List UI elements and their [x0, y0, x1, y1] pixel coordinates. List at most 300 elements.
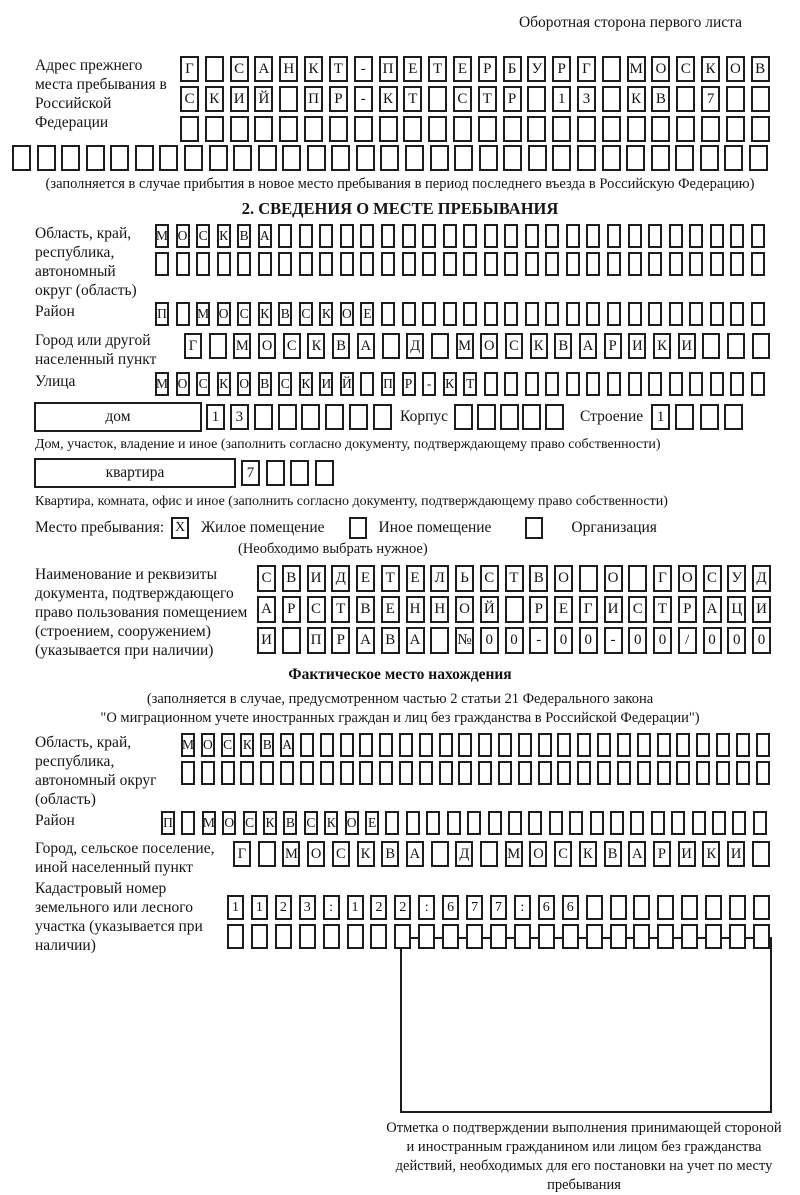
char-cell[interactable] [751, 302, 765, 326]
char-cell[interactable] [406, 811, 420, 835]
char-cell[interactable] [430, 627, 449, 654]
char-cell[interactable] [12, 145, 31, 171]
char-cell[interactable]: Й [254, 86, 273, 112]
char-cell[interactable] [176, 252, 190, 276]
char-cell[interactable]: Т [329, 56, 348, 82]
char-cell[interactable] [628, 372, 642, 396]
char-cell[interactable] [279, 116, 298, 142]
char-cell[interactable]: С [453, 86, 472, 112]
char-cell[interactable] [159, 145, 178, 171]
char-cell[interactable]: 1 [347, 895, 364, 920]
char-cell[interactable]: Д [406, 333, 424, 359]
char-cell[interactable] [354, 116, 373, 142]
char-cell[interactable]: Г [579, 596, 598, 623]
char-cell[interactable]: 3 [230, 404, 249, 430]
char-cell[interactable] [419, 761, 433, 785]
char-cell[interactable] [730, 372, 744, 396]
char-cell[interactable]: Н [406, 596, 425, 623]
char-cell[interactable]: Т [381, 565, 400, 592]
char-cell[interactable]: 0 [752, 627, 771, 654]
char-cell[interactable] [700, 404, 719, 430]
char-cell[interactable]: Г [653, 565, 672, 592]
char-cell[interactable] [221, 761, 235, 785]
char-cell[interactable]: Д [752, 565, 771, 592]
char-cell[interactable] [579, 565, 598, 592]
char-cell[interactable] [726, 116, 745, 142]
char-cell[interactable] [258, 145, 277, 171]
char-cell[interactable]: 0 [480, 627, 499, 654]
char-cell[interactable] [514, 924, 531, 949]
char-cell[interactable] [566, 302, 580, 326]
char-cell[interactable] [325, 404, 344, 430]
char-cell[interactable] [504, 224, 518, 248]
char-cell[interactable]: Р [604, 333, 622, 359]
char-cell[interactable] [651, 811, 665, 835]
char-cell[interactable] [299, 224, 313, 248]
char-cell[interactable] [648, 372, 662, 396]
char-cell[interactable] [422, 252, 436, 276]
char-cell[interactable]: А [406, 841, 424, 867]
char-cell[interactable] [428, 116, 447, 142]
char-cell[interactable]: К [304, 56, 323, 82]
char-cell[interactable]: С [243, 811, 257, 835]
char-cell[interactable]: К [299, 372, 313, 396]
char-cell[interactable] [484, 252, 498, 276]
char-cell[interactable]: И [678, 333, 696, 359]
char-cell[interactable]: О [651, 56, 670, 82]
char-cell[interactable] [347, 924, 364, 949]
char-cell[interactable]: Е [554, 596, 573, 623]
char-cell[interactable] [498, 733, 512, 757]
char-cell[interactable] [478, 116, 497, 142]
char-cell[interactable]: 2 [275, 895, 292, 920]
char-cell[interactable] [527, 86, 546, 112]
char-cell[interactable]: Н [430, 596, 449, 623]
char-cell[interactable] [430, 145, 449, 171]
char-cell[interactable] [176, 302, 190, 326]
char-cell[interactable]: С [237, 302, 251, 326]
char-cell[interactable] [607, 302, 621, 326]
char-cell[interactable]: О [176, 224, 190, 248]
char-cell[interactable] [696, 761, 710, 785]
char-cell[interactable] [545, 372, 559, 396]
char-cell[interactable] [403, 116, 422, 142]
char-cell[interactable]: Й [340, 372, 354, 396]
char-cell[interactable]: Т [331, 596, 350, 623]
char-cell[interactable] [669, 224, 683, 248]
char-cell[interactable]: Д [331, 565, 350, 592]
char-cell[interactable]: С [283, 333, 301, 359]
char-cell[interactable]: Т [653, 596, 672, 623]
char-cell[interactable] [562, 924, 579, 949]
char-cell[interactable]: / [678, 627, 697, 654]
char-cell[interactable]: О [201, 733, 215, 757]
char-cell[interactable] [110, 145, 129, 171]
char-cell[interactable] [278, 404, 297, 430]
char-cell[interactable] [566, 224, 580, 248]
char-cell[interactable] [602, 145, 621, 171]
char-cell[interactable]: 3 [299, 895, 316, 920]
char-cell[interactable] [657, 924, 674, 949]
char-cell[interactable]: С [307, 596, 326, 623]
char-cell[interactable]: - [354, 56, 373, 82]
char-cell[interactable] [301, 404, 320, 430]
char-cell[interactable]: У [527, 56, 546, 82]
char-cell[interactable]: Г [184, 333, 202, 359]
char-cell[interactable] [86, 145, 105, 171]
char-cell[interactable] [732, 811, 746, 835]
char-cell[interactable]: А [406, 627, 425, 654]
char-cell[interactable]: И [752, 596, 771, 623]
char-cell[interactable] [552, 116, 571, 142]
char-cell[interactable] [340, 252, 354, 276]
char-cell[interactable]: В [282, 565, 301, 592]
char-cell[interactable]: В [381, 841, 399, 867]
char-cell[interactable] [439, 761, 453, 785]
char-cell[interactable]: Г [233, 841, 251, 867]
char-cell[interactable] [669, 302, 683, 326]
char-cell[interactable] [736, 733, 750, 757]
char-cell[interactable] [379, 761, 393, 785]
char-cell[interactable]: О [258, 333, 276, 359]
char-cell[interactable]: Д [455, 841, 473, 867]
char-cell[interactable] [477, 404, 496, 430]
char-cell[interactable]: О [237, 372, 251, 396]
char-cell[interactable]: С [332, 841, 350, 867]
char-cell[interactable] [586, 252, 600, 276]
char-cell[interactable] [648, 302, 662, 326]
char-cell[interactable] [254, 116, 273, 142]
char-cell[interactable] [569, 811, 583, 835]
char-cell[interactable] [356, 145, 375, 171]
char-cell[interactable] [61, 145, 80, 171]
char-cell[interactable]: К [319, 302, 333, 326]
char-cell[interactable]: О [529, 841, 547, 867]
char-cell[interactable] [463, 252, 477, 276]
char-cell[interactable] [626, 145, 645, 171]
char-cell[interactable]: В [237, 224, 251, 248]
char-cell[interactable]: А [258, 224, 272, 248]
char-cell[interactable] [402, 252, 416, 276]
char-cell[interactable]: С [196, 372, 210, 396]
char-cell[interactable] [527, 116, 546, 142]
char-cell[interactable]: 2 [394, 895, 411, 920]
char-cell[interactable]: С [299, 302, 313, 326]
char-cell[interactable] [184, 145, 203, 171]
char-cell[interactable] [307, 145, 326, 171]
char-cell[interactable]: - [604, 627, 623, 654]
char-cell[interactable] [382, 333, 400, 359]
char-cell[interactable] [381, 224, 395, 248]
char-cell[interactable] [751, 224, 765, 248]
char-cell[interactable]: А [356, 627, 375, 654]
char-cell[interactable]: Е [403, 56, 422, 82]
char-cell[interactable] [751, 252, 765, 276]
char-cell[interactable] [710, 252, 724, 276]
char-cell[interactable]: В [381, 627, 400, 654]
char-cell[interactable]: О [217, 302, 231, 326]
char-cell[interactable] [577, 761, 591, 785]
char-cell[interactable] [577, 116, 596, 142]
char-cell[interactable] [705, 895, 722, 920]
char-cell[interactable]: 0 [727, 627, 746, 654]
char-cell[interactable] [300, 761, 314, 785]
char-cell[interactable] [405, 145, 424, 171]
char-cell[interactable] [716, 733, 730, 757]
char-cell[interactable] [648, 224, 662, 248]
char-cell[interactable] [602, 86, 621, 112]
char-cell[interactable]: 3 [577, 86, 596, 112]
char-cell[interactable] [135, 145, 154, 171]
char-cell[interactable] [217, 252, 231, 276]
char-cell[interactable] [488, 811, 502, 835]
char-cell[interactable]: И [230, 86, 249, 112]
char-cell[interactable] [290, 460, 309, 486]
char-cell[interactable] [610, 811, 624, 835]
char-cell[interactable]: Р [402, 372, 416, 396]
char-cell[interactable]: С [180, 86, 199, 112]
char-cell[interactable]: 0 [703, 627, 722, 654]
char-cell[interactable] [597, 761, 611, 785]
char-cell[interactable] [671, 811, 685, 835]
char-cell[interactable] [756, 761, 770, 785]
char-cell[interactable]: Р [282, 596, 301, 623]
char-cell[interactable] [196, 252, 210, 276]
char-cell[interactable] [385, 811, 399, 835]
char-cell[interactable] [726, 86, 745, 112]
char-cell[interactable] [549, 811, 563, 835]
char-cell[interactable] [260, 761, 274, 785]
char-cell[interactable] [607, 372, 621, 396]
char-cell[interactable] [676, 116, 695, 142]
char-cell[interactable]: С [628, 596, 647, 623]
char-cell[interactable] [669, 372, 683, 396]
char-cell[interactable] [712, 811, 726, 835]
char-cell[interactable] [319, 224, 333, 248]
char-cell[interactable] [751, 86, 770, 112]
char-cell[interactable] [266, 460, 285, 486]
char-cell[interactable] [586, 372, 600, 396]
char-cell[interactable] [381, 252, 395, 276]
char-cell[interactable] [463, 224, 477, 248]
char-cell[interactable] [538, 924, 555, 949]
char-cell[interactable] [209, 145, 228, 171]
char-cell[interactable] [602, 116, 621, 142]
char-cell[interactable] [675, 145, 694, 171]
char-cell[interactable] [557, 733, 571, 757]
stay-type-checkbox-organization[interactable] [525, 517, 543, 539]
char-cell[interactable] [675, 404, 694, 430]
char-cell[interactable]: К [217, 372, 231, 396]
char-cell[interactable] [426, 811, 440, 835]
char-cell[interactable] [651, 116, 670, 142]
char-cell[interactable]: С [221, 733, 235, 757]
char-cell[interactable] [525, 372, 539, 396]
char-cell[interactable]: О [480, 333, 498, 359]
char-cell[interactable] [443, 302, 457, 326]
char-cell[interactable] [379, 733, 393, 757]
char-cell[interactable] [360, 224, 374, 248]
char-cell[interactable] [736, 761, 750, 785]
char-cell[interactable] [566, 372, 580, 396]
char-cell[interactable]: Р [552, 56, 571, 82]
char-cell[interactable]: О [222, 811, 236, 835]
char-cell[interactable] [478, 761, 492, 785]
char-cell[interactable] [360, 372, 374, 396]
char-cell[interactable]: Т [463, 372, 477, 396]
char-cell[interactable] [205, 116, 224, 142]
char-cell[interactable] [299, 924, 316, 949]
char-cell[interactable] [454, 145, 473, 171]
char-cell[interactable] [402, 302, 416, 326]
char-cell[interactable] [749, 145, 768, 171]
char-cell[interactable] [689, 224, 703, 248]
char-cell[interactable]: Е [356, 565, 375, 592]
char-cell[interactable]: Ь [455, 565, 474, 592]
char-cell[interactable] [282, 145, 301, 171]
char-cell[interactable]: К [653, 333, 671, 359]
char-cell[interactable]: Е [453, 56, 472, 82]
char-cell[interactable]: О [604, 565, 623, 592]
char-cell[interactable] [340, 224, 354, 248]
char-cell[interactable] [422, 302, 436, 326]
char-cell[interactable]: К [263, 811, 277, 835]
char-cell[interactable] [463, 302, 477, 326]
char-cell[interactable] [628, 302, 642, 326]
char-cell[interactable] [602, 56, 621, 82]
char-cell[interactable]: Р [478, 56, 497, 82]
char-cell[interactable] [586, 302, 600, 326]
char-cell[interactable] [689, 302, 703, 326]
char-cell[interactable] [399, 733, 413, 757]
char-cell[interactable]: Р [529, 596, 548, 623]
char-cell[interactable]: М [196, 302, 210, 326]
char-cell[interactable]: К [205, 86, 224, 112]
char-cell[interactable] [545, 224, 559, 248]
char-cell[interactable]: А [703, 596, 722, 623]
char-cell[interactable] [727, 333, 745, 359]
char-cell[interactable]: И [628, 333, 646, 359]
char-cell[interactable] [300, 733, 314, 757]
char-cell[interactable] [630, 811, 644, 835]
char-cell[interactable]: М [202, 811, 216, 835]
char-cell[interactable] [484, 302, 498, 326]
char-cell[interactable] [381, 302, 395, 326]
char-cell[interactable] [577, 145, 596, 171]
char-cell[interactable] [331, 145, 350, 171]
char-cell[interactable] [320, 733, 334, 757]
char-cell[interactable]: О [340, 302, 354, 326]
char-cell[interactable]: О [554, 565, 573, 592]
char-cell[interactable] [710, 302, 724, 326]
char-cell[interactable] [508, 811, 522, 835]
char-cell[interactable]: А [579, 333, 597, 359]
char-cell[interactable]: С [703, 565, 722, 592]
char-cell[interactable] [484, 224, 498, 248]
char-cell[interactable]: И [257, 627, 276, 654]
char-cell[interactable]: С [196, 224, 210, 248]
char-cell[interactable]: В [554, 333, 572, 359]
char-cell[interactable] [657, 895, 674, 920]
char-cell[interactable]: К [357, 841, 375, 867]
char-cell[interactable] [360, 252, 374, 276]
char-cell[interactable] [566, 252, 580, 276]
char-cell[interactable]: Н [279, 56, 298, 82]
char-cell[interactable] [681, 895, 698, 920]
char-cell[interactable]: - [529, 627, 548, 654]
char-cell[interactable]: И [678, 841, 696, 867]
char-cell[interactable]: П [161, 811, 175, 835]
char-cell[interactable] [528, 811, 542, 835]
char-cell[interactable] [617, 761, 631, 785]
char-cell[interactable]: : [514, 895, 531, 920]
char-cell[interactable]: Р [503, 86, 522, 112]
char-cell[interactable] [730, 224, 744, 248]
char-cell[interactable]: 7 [701, 86, 720, 112]
char-cell[interactable] [209, 333, 227, 359]
char-cell[interactable]: О [678, 565, 697, 592]
char-cell[interactable] [443, 224, 457, 248]
char-cell[interactable] [676, 86, 695, 112]
char-cell[interactable] [557, 761, 571, 785]
char-cell[interactable]: № [455, 627, 474, 654]
char-cell[interactable]: О [307, 841, 325, 867]
char-cell[interactable] [689, 252, 703, 276]
char-cell[interactable]: В [332, 333, 350, 359]
char-cell[interactable] [431, 333, 449, 359]
char-cell[interactable] [458, 761, 472, 785]
char-cell[interactable]: О [455, 596, 474, 623]
char-cell[interactable]: В [258, 372, 272, 396]
char-cell[interactable]: 0 [579, 627, 598, 654]
char-cell[interactable]: Е [381, 596, 400, 623]
char-cell[interactable]: А [628, 841, 646, 867]
char-cell[interactable] [258, 841, 276, 867]
char-cell[interactable] [607, 252, 621, 276]
char-cell[interactable] [227, 924, 244, 949]
char-cell[interactable] [428, 86, 447, 112]
char-cell[interactable] [466, 924, 483, 949]
char-cell[interactable]: И [604, 596, 623, 623]
char-cell[interactable]: С [676, 56, 695, 82]
char-cell[interactable]: Р [678, 596, 697, 623]
char-cell[interactable]: К [579, 841, 597, 867]
char-cell[interactable]: 6 [442, 895, 459, 920]
char-cell[interactable]: С [480, 565, 499, 592]
char-cell[interactable] [702, 333, 720, 359]
char-cell[interactable] [402, 224, 416, 248]
char-cell[interactable] [528, 145, 547, 171]
char-cell[interactable] [545, 252, 559, 276]
char-cell[interactable] [701, 116, 720, 142]
char-cell[interactable] [633, 924, 650, 949]
char-cell[interactable] [545, 302, 559, 326]
char-cell[interactable]: В [283, 811, 297, 835]
char-cell[interactable]: М [233, 333, 251, 359]
char-cell[interactable] [538, 733, 552, 757]
char-cell[interactable] [237, 252, 251, 276]
char-cell[interactable] [380, 145, 399, 171]
char-cell[interactable] [504, 252, 518, 276]
char-cell[interactable]: В [604, 841, 622, 867]
char-cell[interactable] [676, 733, 690, 757]
char-cell[interactable]: К [443, 372, 457, 396]
char-cell[interactable] [275, 924, 292, 949]
char-cell[interactable]: : [418, 895, 435, 920]
char-cell[interactable]: Ц [727, 596, 746, 623]
char-cell[interactable]: 1 [206, 404, 225, 430]
char-cell[interactable] [504, 302, 518, 326]
